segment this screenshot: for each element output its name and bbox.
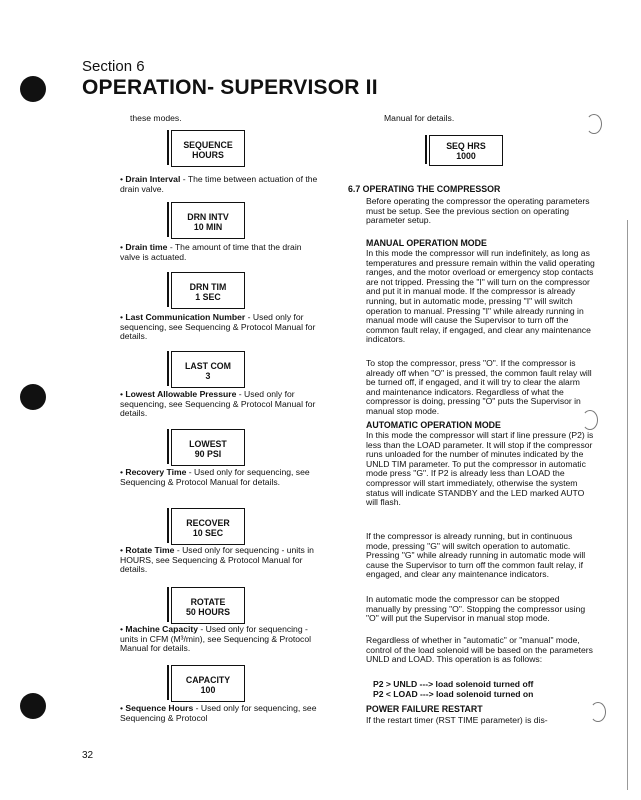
item-rotate-time: • Rotate Time - Used only for sequencing - units in HOURS, see Sequencing & Protocol Manual for details. (120, 545, 314, 575)
page-number: 32 (82, 750, 94, 761)
restart-p1: If the restart timer (RST TIME parameter) is dis- (366, 715, 548, 725)
display-drain-interval: DRN INTV 10 MIN (171, 202, 245, 239)
scan-edge-line (627, 220, 628, 790)
display-capacity: CAPACITY 100 (171, 665, 245, 702)
left-intro: these modes. (130, 113, 182, 123)
manual-mode-p2: To stop the compressor, press "O". If the compressor is already off when "O" is pressed, the common fault relay will be turned off, if engaged, and it will try to clear the alarm and maintenance indicators. Regardless of what the compressor is doing, pressing "O" puts the Supervisor in manual stop mode. (366, 358, 592, 416)
page-title: OPERATION- SUPERVISOR II (82, 76, 378, 99)
display-last-com: LAST COM 3 (171, 351, 245, 388)
display-drain-time: DRN TIM 1 SEC (171, 272, 245, 309)
display-sequence-hours: SEQUENCE HOURS (171, 130, 245, 167)
item-sequence-hours: • Sequence Hours - Used only for sequencing, see Sequencing & Protocol (120, 703, 317, 723)
item-drain-interval: • Drain Interval - The time between actuation of the drain valve. (120, 174, 318, 194)
item-last-communication: • Last Communication Number - Used only for sequencing, see Sequencing & Protocol Manual for details. (120, 312, 316, 342)
rule-load: P2 < LOAD ---> load solenoid turned on (373, 689, 534, 699)
rule-unload: P2 > UNLD ---> load solenoid turned off (373, 679, 534, 689)
automatic-mode-p1: In this mode the compressor will start if line pressure (P2) is less than the LOAD parameter. It will stop if the compressor runs unloaded for the number of minutes indicated by the UNLD TIM parameter. To put the compressor in automatic mode press "G". If P2 is already less than LOAD the compressor will start immediately, otherwise the system status will indicate STANDBY and the LED marked AUTO will flash. (366, 430, 594, 508)
automatic-mode-p2: If the compressor is already running, but in continuous mode, pressing "G" will switch operation to automatic. Pressing "G" while already running in automatic mode will cause the Supervisor to turn off the common fault relay, if engaged, and clear any maintenance indicators. (366, 531, 586, 580)
display-recover: RECOVER 10 SEC (171, 508, 245, 545)
item-drain-time: • Drain time - The amount of time that the drain valve is actuated. (120, 242, 302, 262)
item-lowest-pressure: • Lowest Allowable Pressure - Used only for sequencing, see Sequencing & Protocol Manual for details. (120, 389, 316, 419)
automatic-mode-heading: AUTOMATIC OPERATION MODE (366, 420, 501, 430)
restart-heading: POWER FAILURE RESTART (366, 704, 483, 714)
display-lowest: LOWEST 90 PSI (171, 429, 245, 466)
section-heading: 6.7 OPERATING THE COMPRESSOR (348, 184, 501, 194)
punch-hole-top (20, 76, 46, 102)
punch-hole-middle (20, 384, 46, 410)
section-label: Section 6 (82, 58, 145, 75)
automatic-mode-p3: In automatic mode the compressor can be stopped manually by pressing "O". Stopping the compressor using "O" will put the Supervisor in manual stop mode. (366, 594, 586, 624)
item-recovery-time: • Recovery Time - Used only for sequencing, see Sequencing & Protocol Manual for details. (120, 467, 310, 487)
section-intro: Before operating the compressor the operating parameters must be setup. See the previous section on operating parameter setup. (366, 196, 590, 226)
display-rotate: ROTATE 50 HOURS (171, 587, 245, 624)
manual-mode-heading: MANUAL OPERATION MODE (366, 238, 487, 248)
automatic-mode-p4: Regardless of whether in "automatic" or "manual" mode, control of the load solenoid will be based on the parameters UNLD and LOAD. This operation is as follows: (366, 635, 593, 665)
right-intro: Manual for details. (384, 113, 455, 123)
item-machine-capacity: • Machine Capacity - Used only for sequencing - units in CFM (M³/min), see Sequencing & Protocol Manual for details. (120, 624, 312, 654)
display-seq-hrs: SEQ HRS 1000 (429, 135, 503, 166)
page-curl-mark (586, 114, 602, 134)
manual-mode-p1: In this mode the compressor will run indefinitely, as long as temperatures and pressure remain within the valid operating ranges, and the motor overload or emergency stop contacts are not tripped. Pressing the "I" will turn on the compressor and put it in manual mode. If the compressor is already running, but in automatic mode, pressing "I" will switch operation to manual. Pressing "I" while already running in manual mode will cause the Supervisor to turn off the common fault relay, if engaged, and clear any maintenance indicators. (366, 248, 595, 345)
punch-hole-bottom (20, 693, 46, 719)
